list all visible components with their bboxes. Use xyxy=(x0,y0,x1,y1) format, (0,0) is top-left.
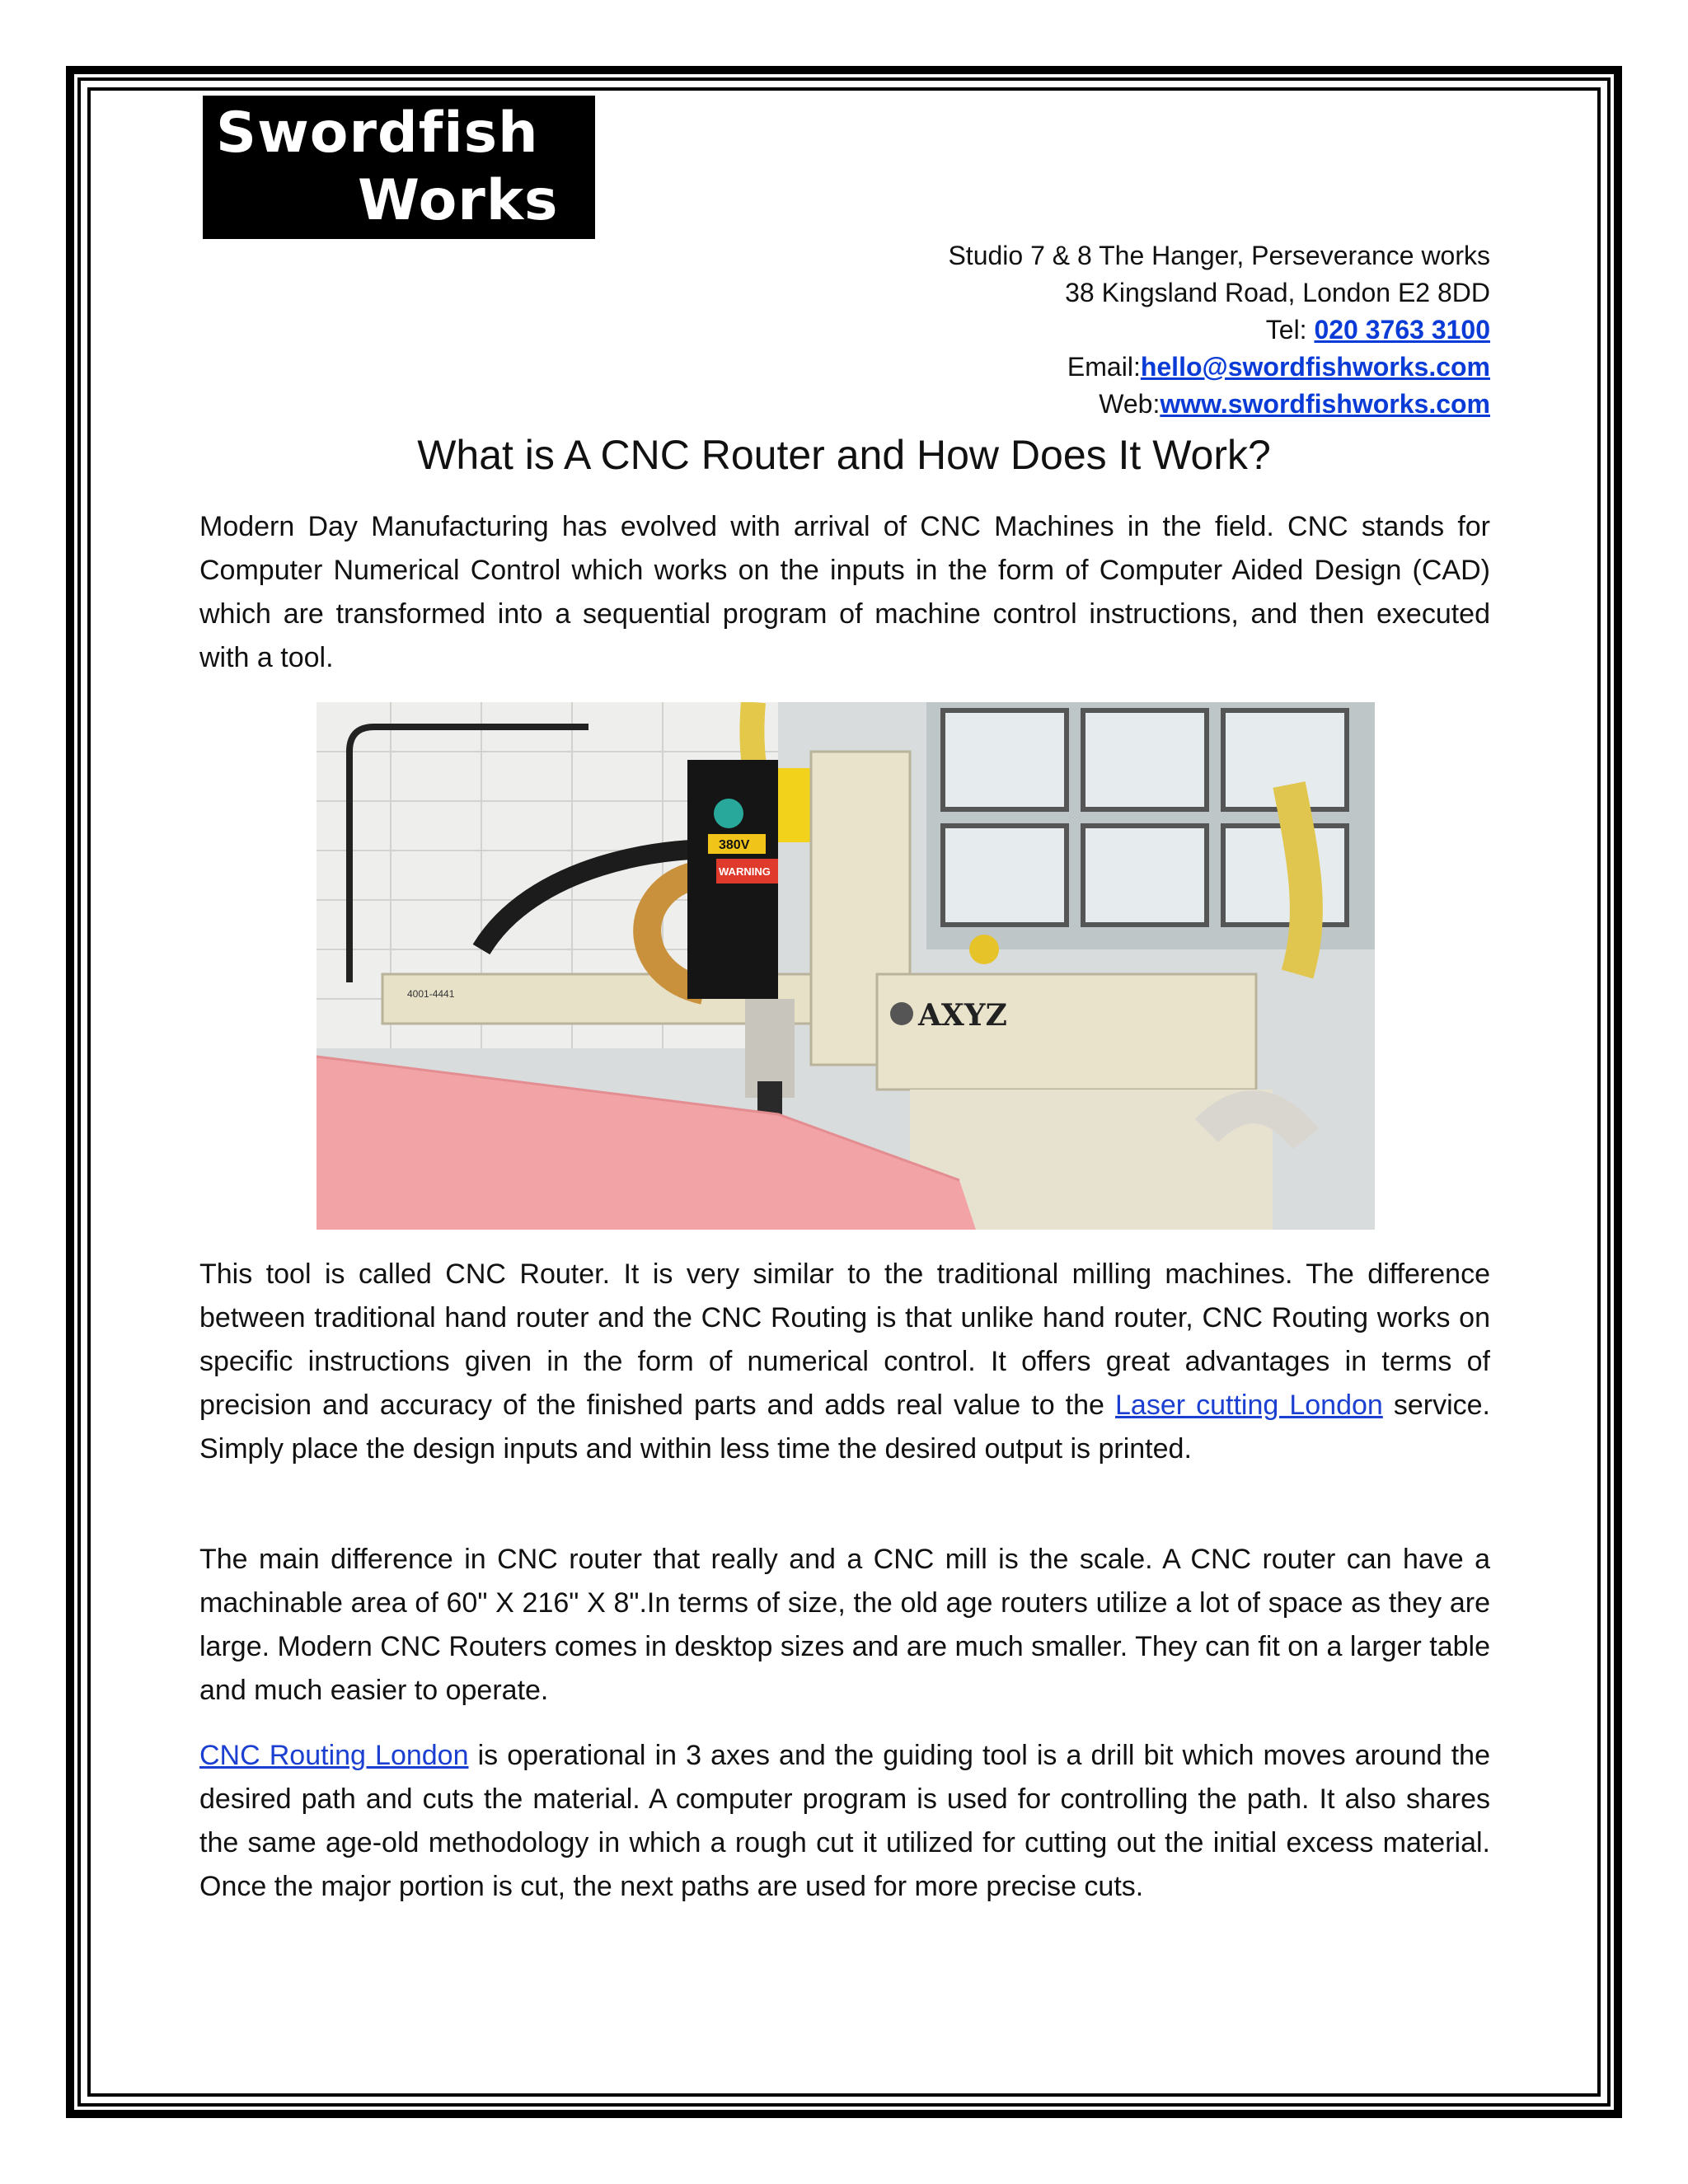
p2-text-after: service. Simply place the design inputs and within less time the desired output is printed. xyxy=(199,1390,1491,1465)
page-title: What is A CNC Router and How Does It Work? xyxy=(417,432,1271,478)
cnc-router-paragraph xyxy=(199,1253,1490,1471)
swordfish-works-logo xyxy=(203,96,595,239)
warning-label: WARNING xyxy=(719,865,771,878)
tel-link[interactable]: 020 3763 3100 xyxy=(1314,315,1490,344)
email-line xyxy=(948,349,1490,386)
voltage-label: 380V xyxy=(719,838,750,852)
laser-cutting-london-link[interactable]: Laser cutting London xyxy=(1115,1390,1383,1421)
logo-line-1: Swordfish xyxy=(216,101,539,166)
contact-address-block xyxy=(948,237,1490,423)
email-label: Email: xyxy=(1067,352,1141,382)
status-lamp xyxy=(714,799,743,828)
gantry-label: 4001-4441 xyxy=(407,988,455,1000)
web-line xyxy=(948,386,1490,423)
axyz-brand-label: AXYZ xyxy=(918,998,1007,1033)
telephone-line xyxy=(948,312,1490,349)
web-link[interactable]: www.swordfishworks.com xyxy=(1160,389,1490,419)
email-link[interactable]: hello@swordfishworks.com xyxy=(1140,352,1490,382)
cnc-router-illustration xyxy=(316,702,1375,1230)
router-vs-mill-paragraph: The main difference in CNC router that really and a CNC mill is the scale. A CNC router can have a machinable area of 60" X 216" X 8".In terms of size, the old age routers utilize a lot of space as they are large. Modern CNC Routers comes in desktop sizes and are much smaller. They can fit on a larger table and much easier to operate. xyxy=(199,1544,1490,1706)
intro-paragraph: Modern Day Manufacturing has evolved with arrival of CNC Machines in the field. CNC stands for Computer Numerical Control which works on the inputs in the form of Computer Aided Design (CAD) which are transformed into a sequential program of machine control instructions, and then executed with a tool. xyxy=(199,511,1490,673)
cnc-routing-london-link[interactable]: CNC Routing London xyxy=(199,1740,469,1771)
address-line-2: 38 Kingsland Road, London E2 8DD xyxy=(1065,278,1490,307)
cnc-router-photo xyxy=(316,702,1375,1230)
tel-label: Tel: xyxy=(1265,315,1315,344)
address-line-1: Studio 7 & 8 The Hanger, Perseverance works xyxy=(948,241,1490,270)
logo-line-2: Works xyxy=(358,168,559,233)
gantry-beam xyxy=(382,974,877,1024)
web-label: Web: xyxy=(1099,389,1160,419)
cnc-routing-london-paragraph xyxy=(199,1734,1490,1909)
p2-text-before: This tool is called CNC Router. It is very similar to the traditional milling machines. The difference between traditional hand router and the CNC Routing is that unlike hand router, CNC Routing works on specific instructions given in the form of numerical control. It offers great advantages in terms of precision and accuracy of the finished parts and adds real value to the xyxy=(199,1258,1490,1421)
p4-text-after: is operational in 3 axes and the guiding tool is a drill bit which moves around the desired path and cuts the material. A computer program is used for controlling the path. It also shares the same age-old methodology in which a rough cut it utilized for cutting out the initial excess material. Once the major portion is cut, the next paths are used for more precise cuts. xyxy=(199,1740,1491,1902)
